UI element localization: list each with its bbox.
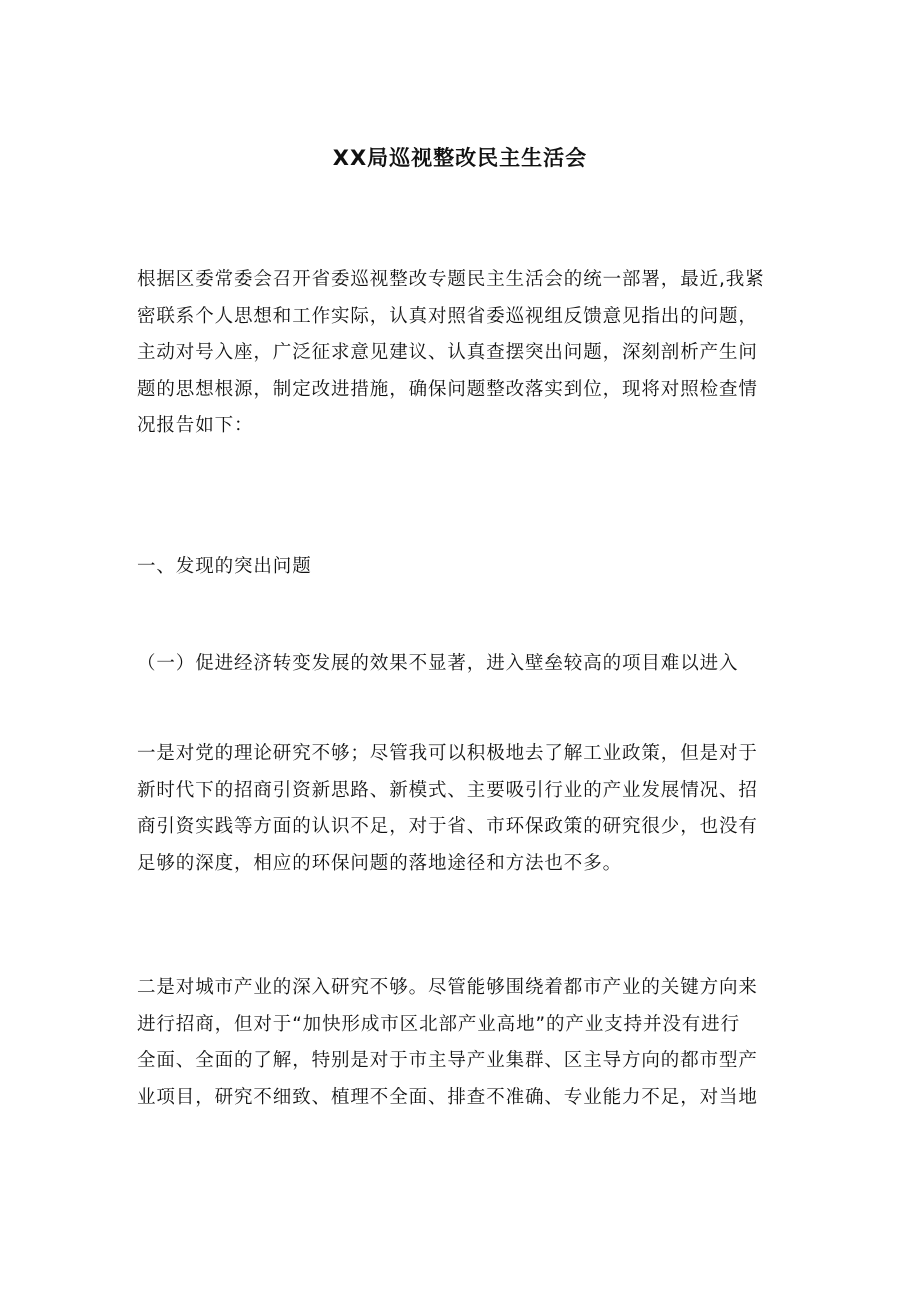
item-one-paragraph [137, 736, 797, 882]
paragraph-line: 足够的深度，相应的环保问题的落地途径和方法也不多。 [137, 852, 623, 874]
paragraph-line: 商引资实践等方面的认识不足，对于省、市环保政策的研究很少，也没有 [137, 816, 758, 837]
paragraph-line: 二是对城市产业的深入研究不够。尽管能够围绕着都市产业的关键方向来 [137, 977, 758, 998]
paragraph-line: 主动对号入座，广泛征求意见建议、认真查摆突出问题，深刻剖析产生问 [137, 342, 758, 363]
subsection-heading-text: （一）促进经济转变发展的效果不显著，进入壁垒较高的项目难以进入 [137, 653, 739, 674]
intro-paragraph [137, 262, 797, 445]
section-heading [137, 549, 797, 586]
paragraph-line: 根据区委常委会召开省委巡视整改专题民主生活会的统一部署，最近,我紧 [137, 269, 765, 290]
paragraph-line: 全面、全面的了解，特别是对于市主导产业集群、区主导方向的都市型产 [137, 1050, 758, 1071]
document-title: XX局巡视整改民主生活会 [332, 146, 588, 170]
item-two-paragraph [137, 970, 797, 1116]
subsection-heading [137, 646, 797, 683]
paragraph-line: 题的思想根源，制定改进措施，确保问题整改落实到位，现将对照检查情 [137, 378, 758, 400]
paragraph-line: 业项目，研究不细致、植理不全面、排查不准确、专业能力不足，对当地 [137, 1086, 758, 1108]
paragraph-line: 新时代下的招商引资新思路、新模式、主要吸引行业的产业发展情况、招 [137, 779, 758, 801]
paragraph-line: 密联系个人思想和工作实际，认真对照省委巡视组反馈意见指出的问题， [137, 305, 758, 327]
paragraph-line: 况报告如下： [137, 415, 254, 436]
section-heading-text: 一、发现的突出问题 [137, 556, 312, 577]
paragraph-line: 一是对党的理论研究不够；尽管我可以积极地去了解工业政策，但是对于 [137, 743, 758, 764]
paragraph-line: 进行招商，但对于“加快形成市区北部产业高地”的产业支持并没有进行 [137, 1013, 740, 1035]
